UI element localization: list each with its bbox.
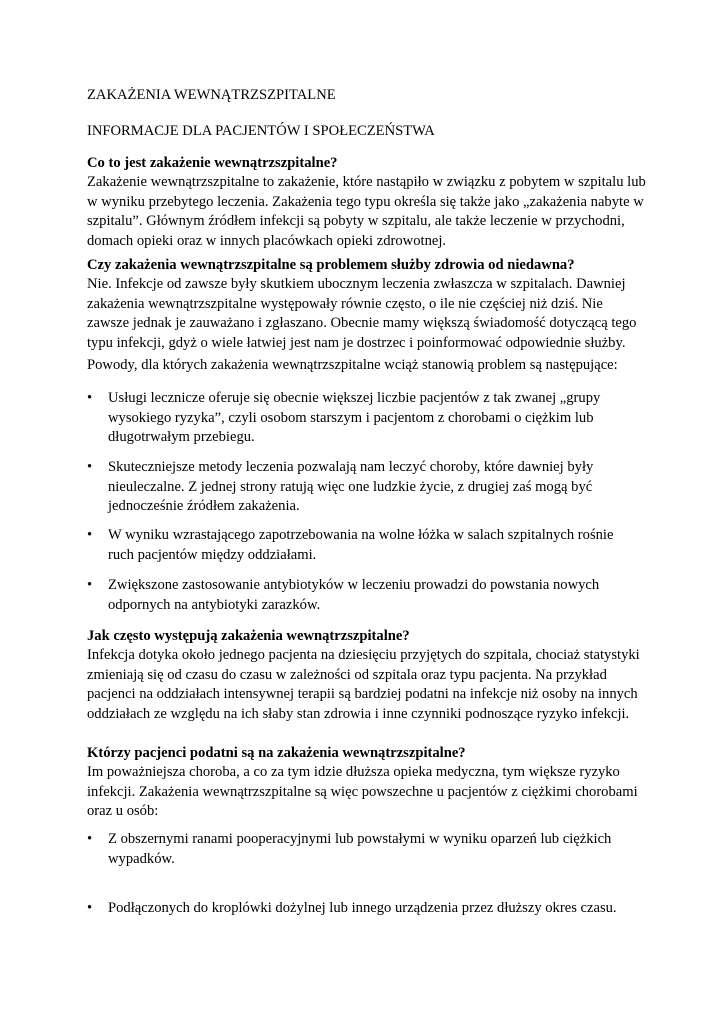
bullet-icon: • — [87, 831, 93, 847]
section-heading-risk-groups: Którzy pacjenci podatni są na zakażenia wewnątrzszpitalne? — [87, 745, 466, 761]
section-heading-history: Czy zakażenia wewnątrzszpitalne są problemem służby zdrowia od niedawna? — [87, 257, 575, 273]
reasons-intro: Powody, dla których zakażenia wewnątrzszpitalne wciąż stanowią problem są następujące: — [87, 357, 618, 373]
list-item-text: Z obszernymi ranami pooperacyjnymi lub powstałymi w wyniku oparzeń lub ciężkich wypadków. — [108, 831, 612, 867]
list-item-text: Zwiększone zastosowanie antybiotyków w leczeniu prowadzi do powstania nowych odpornych na antybiotyki zarazków. — [108, 577, 600, 613]
bullet-icon: • — [87, 459, 93, 475]
section-heading-frequency: Jak często występują zakażenia wewnątrzszpitalne? — [87, 628, 410, 644]
bullet-icon: • — [87, 390, 93, 406]
section-heading-definition: Co to jest zakażenie wewnątrzszpitalne? — [87, 155, 338, 171]
list-item-text: Usługi lecznicze oferuje się obecnie większej liczbie pacjentów z tak zwanej „grupy wysokiego ryzyka”, czyli osobom starszym i pacjentom z chorobami o ciężkim lub długotrwałym przebiegu. — [108, 390, 601, 445]
bullet-icon: • — [87, 577, 93, 593]
section-body-frequency: Infekcja dotyka około jednego pacjenta na dziesięciu przyjętych do szpitala, chociaż statystyki zmieniają się od czasu do czasu w zależności od szpitala oraz typu pacjenta. Na przykład pacjenci na oddziałach intensywnej terapii są bardziej podatni na infekcje niż osoby na innych oddziałach ze względu na ich słaby stan zdrowia i inne czynniki podnoszące ryzyko infekcji. — [87, 647, 640, 722]
list-item-text: Podłączonych do kroplówki dożylnej lub innego urządzenia przez dłuższy okres czasu. — [108, 900, 617, 916]
bullet-icon: • — [87, 900, 93, 916]
list-item-text: Skuteczniejsze metody leczenia pozwalają nam leczyć choroby, które dawniej były nieuleczalne. Z jednej strony ratują więc one ludzkie życie, z drugiej zaś mogą być jednocześnie źródłem zakażenia. — [108, 459, 594, 514]
section-body-risk-groups: Im poważniejsza choroba, a co za tym idzie dłuższa opieka medyczna, tym większe ryzyko infekcji. Zakażenia wewnątrzszpitalne są więc powszechne u pacjentów z ciężkimi chorobami oraz u osób: — [87, 764, 638, 819]
document-subtitle: INFORMACJE DLA PACJENTÓW I SPOŁECZEŃSTWA — [87, 123, 435, 139]
section-body-history: Nie. Infekcje od zawsze były skutkiem ubocznym leczenia zwłaszcza w szpitalach. Dawniej zakażenia wewnątrzszpitalne występowały równie często, o ile nie częściej niż dziś. Nie zawsze jednak je zauważano i zgłaszano. Obecnie mamy większą świadomość dotyczącą tego typu infekcji, gdyż o wiele łatwiej jest nam je dostrzec i poinformować odpowiednie służby. — [87, 276, 637, 351]
bullet-icon: • — [87, 527, 93, 543]
section-body-definition: Zakażenie wewnątrzszpitalne to zakażenie, które nastąpiło w związku z pobytem w szpitalu lub w wyniku przebytego leczenia. Zakażenia tego typu określa się także jako „zakażenia nabyte w szpitalu”. Głównym źródłem infekcji są pobyty w szpitalu, ale także leczenie w przychodni, domach opieki oraz w innych placówkach opieki zdrowotnej. — [87, 174, 646, 249]
document-title: ZAKAŻENIA WEWNĄTRZSZPITALNE — [87, 87, 336, 103]
list-item-text: W wyniku wzrastającego zapotrzebowania na wolne łóżka w salach szpitalnych rośnie ruch pacjentów między oddziałami. — [108, 527, 614, 563]
